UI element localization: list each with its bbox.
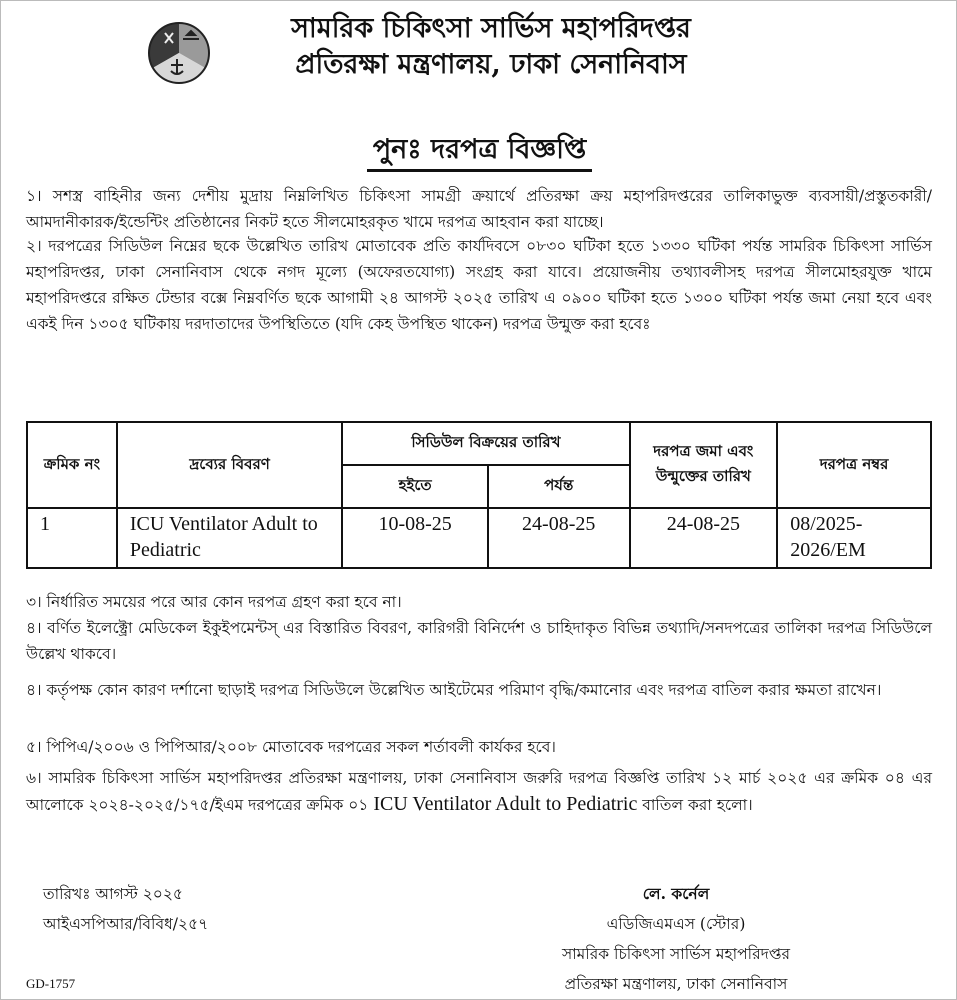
paragraph-7-item: ICU Ventilator Adult to Pediatric [373, 793, 638, 815]
paragraph-6: ৫। পিপিএ/২০০৬ ও পিপিআর/২০০৮ মোতাবেক দরপত্রের সকল শর্তাবলী কার্যকর হবে। [26, 738, 556, 756]
header-submission-date: দরপত্র জমা এবং উন্মুক্তের তারিখ [630, 422, 778, 508]
table-row [27, 508, 931, 568]
signatory-designation: এডিজিএমএস (স্টোর) [606, 915, 746, 933]
header-tender-number: দরপত্র নম্বর [777, 422, 931, 508]
header-serial: ক্রমিক নং [27, 422, 117, 508]
signatory-ministry: প্রতিরক্ষা মন্ত্রণালয়, ঢাকা সেনানিবাস [564, 975, 788, 993]
header-item: দ্রব্যের বিবরণ [117, 422, 343, 508]
notice-date: তারিখঃ আগস্ট ২০২৫ [43, 885, 183, 903]
header-schedule-sale: সিডিউল বিক্রয়ের তারিখ [342, 422, 629, 465]
cell-item: ICU Ventilator Adult to Pediatric [117, 508, 343, 568]
office-header [201, 11, 781, 83]
paragraph-7-part-a: ৬। সামরিক চিকিৎসা সার্ভিস মহাপরিদপ্তর প্রতিরক্ষা মন্ত্রণালয়, ঢাকা সেনানিবাস জরুরি দরপত্র বিজ্ঞপ্তি তারিখ ১২ মার্চ ২০২৫ এর ক্রমিক ০৪ এর আলোকে ২০২৪-২০২৫/১৭৫/ইএম দরপত্রের ক্রমিক ০১ [26, 769, 932, 814]
paragraph-5: ৪। কর্তৃপক্ষ কোন কারণ দর্শানো ছাড়াই দরপত্র সিডিউলে উল্লেখিত আইটেমের পরিমাণ বৃদ্ধি/কমানোর এবং দরপত্র বাতিল করার ক্ষমতা রাখেন। [26, 681, 882, 699]
tender-table [26, 421, 932, 569]
cell-from: 10-08-25 [342, 508, 488, 568]
cell-to: 24-08-25 [488, 508, 630, 568]
reference-number: আইএসপিআর/বিবিধ/২৫৭ [43, 915, 209, 933]
paragraph-4: ৪। বর্ণিত ইলেক্ট্রো মেডিকেল ইকুইপমেন্টস্ এর বিস্তারিত বিবরণ, কারিগরী বিনির্দেশ ও চাহিদাকৃত বিভিন্ন তথ্যাদি/সনদপত্রের তালিকা দরপত্র সিডিউলে উল্লেখ থাকবে। [26, 619, 932, 663]
ministry-name: প্রতিরক্ষা মন্ত্রণালয়, ঢাকা সেনানিবাস [295, 49, 687, 80]
paragraph-7 [26, 765, 932, 818]
gd-code: GD-1757 [26, 976, 76, 991]
date-block [43, 879, 208, 939]
signature-block [531, 879, 821, 999]
paragraph-2: ২। দরপত্রের সিডিউল নিম্নের ছকে উল্লেখিত তারিখ মোতাবেক প্রতি কার্যদিবসে ০৮৩০ ঘটিকা হতে ১৩৩০ ঘটিকা পর্যন্ত সামরিক চিকিৎসা সার্ভিস মহাপরিদপ্তর, ঢাকা সেনানিবাস থেকে নগদ মূল্যে (অফেরতযোগ্য) সংগ্রহ করা যাবে। প্রয়োজনীয় তথ্যাবলীসহ দরপত্র সীলমোহরযুক্ত খামে মহাপরিদপ্তরে রক্ষিত টেন্ডার বক্সে নিম্নবর্ণিত ছকে আগামী ২৪ আগস্ট ২০২৫ তারিখ এ ০৯০০ ঘটিকা হতে ১৩০০ ঘটিকা পর্যন্ত জমা নেয়া হবে এবং একই দিন ১৩০৫ ঘটিকায় দরদাতাদের উপস্থিতিতে (যদি কেহ উপস্থিত থাকেন) দরপত্র উন্মুক্ত করা হবেঃ [26, 237, 932, 333]
notice-title-text: পুনঃ দরপত্র বিজ্ঞপ্তি [367, 134, 592, 172]
header-from: হইতে [342, 465, 488, 508]
paragraph-7-part-b: বাতিল করা হলো। [642, 796, 753, 814]
signatory-office: সামরিক চিকিৎসা সার্ভিস মহাপরিদপ্তর [561, 945, 791, 963]
signatory-rank: লে. কর্নেল [642, 884, 710, 903]
header-to: পর্যন্ত [488, 465, 630, 508]
office-name: সামরিক চিকিৎসা সার্ভিস মহাপরিদপ্তর [291, 13, 691, 44]
paragraph-3: ৩। নির্ধারিত সময়ের পরে আর কোন দরপত্র গ্রহণ করা হবে না। [26, 593, 402, 611]
paragraph-1: ১। সশস্ত্র বাহিনীর জন্য দেশীয় মুদ্রায় নিম্নলিখিত চিকিৎসা সামগ্রী ক্রয়ার্থে প্রতিরক্ষা ক্রয় মহাপরিদপ্তরের তালিকাভুক্ত ব্যবসায়ী/প্রস্তুতকারী/আমদানীকারক/ইন্ডেন্টিং প্রতিষ্ঠানের নিকট হতে সীলমোহরকৃত খামে দরপত্র আহবান করা যাচ্ছে। [26, 187, 932, 231]
cell-submit: 24-08-25 [630, 508, 778, 568]
cell-tender-number: 08/2025-2026/EM [777, 508, 931, 568]
notice-title [1, 129, 957, 174]
cell-serial: 1 [27, 508, 117, 568]
